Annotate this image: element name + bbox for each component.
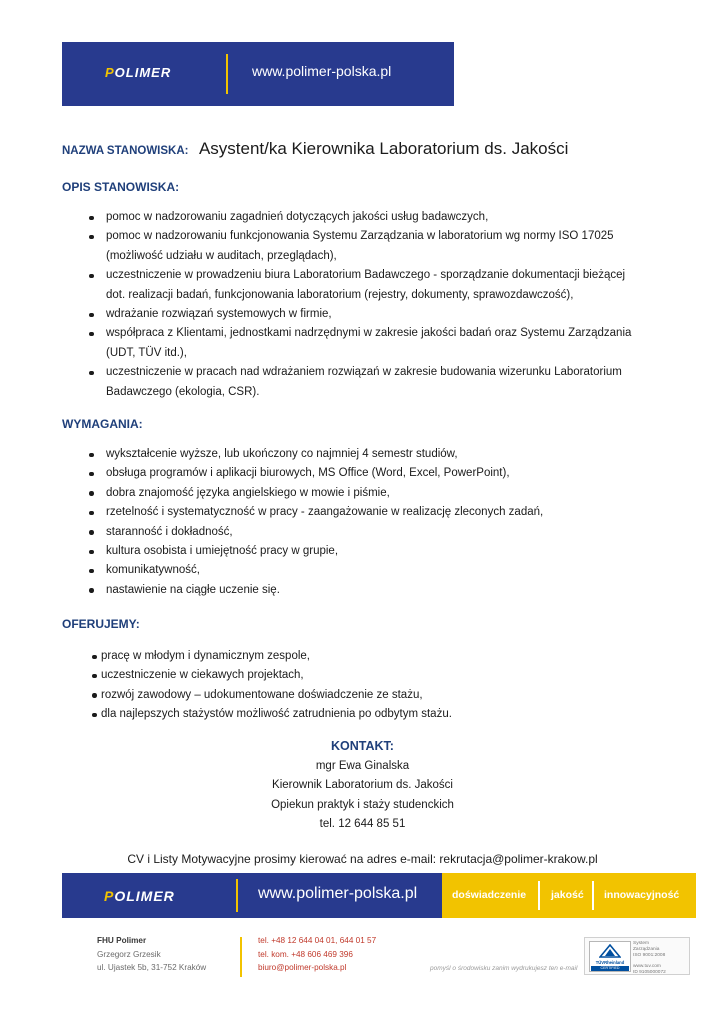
- company-contacts: [258, 934, 376, 975]
- description-item-line: uczestniczenie w pracach nad wdrażaniem rozwiązań w zakresie budowania wizerunku Laboratorium: [106, 366, 622, 379]
- requirement-item: staranność i dokładność,: [88, 523, 543, 542]
- certificate-badge: [584, 937, 690, 975]
- tag-divider: [592, 881, 594, 910]
- footer-url[interactable]: www.polimer-polska.pl: [258, 885, 418, 902]
- requirement-item: komunikatywność,: [88, 561, 543, 580]
- tag-experience: doświadczenie: [452, 889, 527, 901]
- polimer-logo: POLIMER: [105, 65, 172, 80]
- requirements-list: [88, 445, 543, 600]
- offer-item: dla najlepszych stażystów możliwość zatrudnienia po odbytym stażu.: [92, 705, 452, 724]
- tag-quality: jakość: [551, 889, 584, 901]
- offer-item: rozwój zawodowy – udokumentowane doświadczenie ze stażu,: [92, 686, 452, 705]
- header-banner: [62, 42, 454, 106]
- requirement-item: dobra znajomość języka angielskiego w mowie i piśmie,: [88, 484, 543, 503]
- description-item-line: (UDT, TÜV itd.),: [106, 346, 187, 359]
- description-item-line: pomoc w nadzorowaniu funkcjonowania Systemu Zarządzania w laboratorium wg normy ISO 17025: [106, 230, 614, 243]
- certificate-line: ISO 9001:2008: [633, 952, 666, 958]
- requirements-heading: WYMAGANIA:: [62, 417, 143, 431]
- requirement-item: wykształcenie wyższe, lub ukończony co najmniej 4 semestr studiów,: [88, 445, 543, 464]
- footer-bar: [62, 873, 696, 918]
- company-phone: tel. +48 12 644 04 01, 644 01 57: [258, 936, 377, 945]
- description-item: [88, 305, 631, 324]
- description-heading: OPIS STANOWISKA:: [62, 180, 180, 194]
- company-street: ul. Ujastek 5b, 31-752 Kraków: [97, 963, 207, 972]
- description-item: [88, 266, 631, 305]
- description-item: [88, 227, 631, 266]
- job-title-value: Asystent/ka Kierownika Laboratorium ds. Jakości: [198, 139, 569, 158]
- description-item-line: uczestniczenie w prowadzeniu biura Laboratorium Badawczego - sporządzanie dokumentacji bieżącej: [106, 269, 626, 282]
- description-item: [88, 363, 631, 402]
- certificate-text: [633, 941, 666, 976]
- footer-divider: [236, 879, 238, 912]
- certificate-line: www.tuv.com: [633, 964, 661, 970]
- footer-polimer-logo: POLIMER: [104, 888, 175, 904]
- contact-line: Opiekun praktyk i staży studenckich: [271, 798, 454, 811]
- footer-address-divider: [240, 937, 242, 977]
- description-item-line: wdrażanie rozwiązań systemowych w firmie,: [106, 308, 332, 321]
- company-address: [97, 934, 206, 975]
- description-item: [88, 324, 631, 363]
- company-email[interactable]: biuro@polimer-polska.pl: [258, 963, 347, 972]
- description-item-line: Badawczego (ekologia, CSR).: [106, 385, 260, 398]
- contact-line: mgr Ewa Ginalska: [315, 760, 410, 772]
- tuv-certified: CERTIFIED: [591, 966, 629, 971]
- requirement-item: rzetelność i systematyczność w pracy - zaangażowanie w realizację zleconych zadań,: [88, 503, 543, 522]
- offer-heading: OFERUJEMY:: [62, 617, 140, 631]
- description-item-line: dot. realizacji badań, funkcjonowania laboratorium (rejestry, dokumenty, sprawozdawczość),: [106, 288, 574, 301]
- requirement-item: obsługa programów i aplikacji biurowych, MS Office (Word, Excel, PowerPoint),: [88, 464, 543, 483]
- job-title-row: [62, 139, 568, 159]
- company-mobile: tel. kom. +48 606 469 396: [258, 949, 353, 959]
- tag-innovation: innowacyjność: [604, 889, 680, 901]
- footer-brand-panel: [62, 873, 442, 918]
- description-item-line: współpraca z Klientami, jednostkami nadrzędnymi w zakresie jakości badań oraz Systemu Zarządzania: [106, 327, 632, 340]
- certificate-line: System: [633, 941, 649, 946]
- header-divider: [226, 54, 228, 94]
- description-item: [88, 208, 631, 227]
- requirement-item: kultura osobista i umiejętność pracy w grupie,: [88, 542, 543, 561]
- description-list: [88, 208, 631, 402]
- certificate-line: ID 9105000072: [633, 969, 666, 975]
- company-name: FHU Polimer: [97, 936, 147, 945]
- tuv-triangle-icon: [599, 944, 621, 958]
- certificate-line: Zarządzania: [633, 946, 660, 952]
- eco-note: pomyśl o środowisku zanim wydrukujesz ten e-mail: [430, 965, 578, 972]
- tag-divider: [538, 881, 540, 910]
- requirement-item: nastawienie na ciągłe uczenie się.: [88, 581, 543, 600]
- contact-line: tel. 12 644 85 51: [319, 818, 406, 831]
- contact-block: [0, 757, 725, 835]
- cv-instruction: CV i Listy Motywacyjne prosimy kierować na adres e-mail: rekrutacja@polimer-krakow.pl: [127, 852, 598, 866]
- footer-tags-panel: [442, 873, 696, 918]
- contact-heading: KONTAKT:: [331, 739, 394, 753]
- company-owner: Grzegorz Grzesik: [97, 949, 161, 959]
- description-item-line: pomoc w nadzorowaniu zagadnień dotyczących jakości usług badawczych,: [106, 211, 489, 223]
- offer-item: pracę w młodym i dynamicznym zespole,: [92, 647, 452, 666]
- header-url[interactable]: www.polimer-polska.pl: [252, 63, 392, 79]
- offer-item: uczestniczenie w ciekawych projektach,: [92, 666, 452, 685]
- tuv-logo: [589, 941, 631, 972]
- offer-list: [92, 647, 452, 725]
- job-title-label: NAZWA STANOWISKA:: [62, 145, 189, 157]
- description-item-line: (możliwość udziału w auditach, przeglądach),: [106, 249, 337, 262]
- contact-line: Kierownik Laboratorium ds. Jakości: [272, 779, 453, 792]
- tuv-brand: TÜVRheinland: [595, 960, 625, 965]
